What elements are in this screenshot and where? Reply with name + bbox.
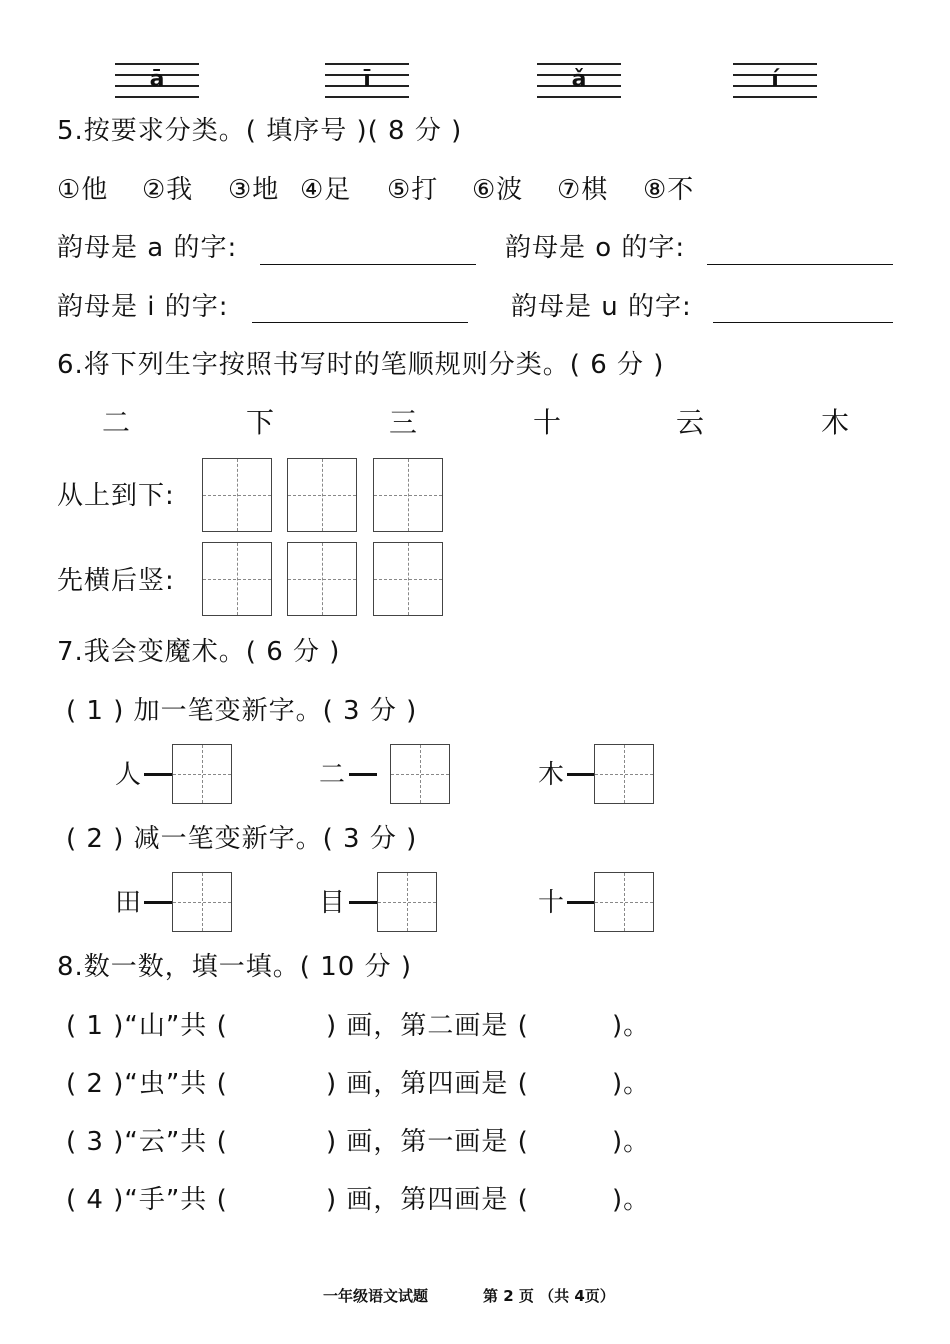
tianzige-box[interactable]	[172, 872, 232, 932]
q5-item: ①他	[57, 175, 109, 205]
q6-char: 下	[246, 406, 275, 439]
q7-part2-char: 田	[115, 888, 143, 918]
pinyin-staff-3	[537, 63, 621, 97]
tianzige-box[interactable]	[287, 458, 357, 532]
tianzige-box[interactable]	[287, 542, 357, 616]
q8-item-middle: ) 画，第一画是 (	[326, 1127, 529, 1157]
q6-rule-top-to-bottom: 从上到下:	[57, 481, 175, 511]
footer-subject: 一年级语文试题	[323, 1287, 429, 1305]
q7-part2-char: 十	[538, 888, 566, 918]
q6-char: 二	[102, 406, 131, 439]
q8-item-middle: ) 画，第四画是 (	[326, 1069, 529, 1099]
q5-item: ③地	[228, 175, 280, 205]
q5-label-o: 韵母是 o 的字:	[505, 233, 686, 263]
q8-item-suffix: )。	[612, 1069, 651, 1099]
q5-label-i: 韵母是 i 的字:	[57, 292, 229, 322]
dash-arrow	[349, 773, 377, 776]
q8-title: 8.数一数，填一填。( 10 分 )	[57, 952, 412, 982]
q7-part2-char: 目	[319, 888, 347, 918]
dash-arrow	[144, 773, 172, 776]
q6-char: 十	[533, 406, 562, 439]
q6-title: 6.将下列生字按照书写时的笔顺规则分类。( 6 分 )	[57, 350, 665, 380]
q5-item: ②我	[142, 175, 194, 205]
q8-item-middle: ) 画，第二画是 (	[326, 1011, 529, 1041]
tianzige-box[interactable]	[390, 744, 450, 804]
q5-title: 5.按要求分类。( 填序号 )( 8 分 )	[57, 116, 463, 146]
q5-answer-blank-i[interactable]	[252, 322, 468, 323]
q8-item-middle: ) 画，第四画是 (	[326, 1185, 529, 1215]
q7-part1-title: ( 1 ) 加一笔变新字。( 3 分 )	[66, 696, 418, 726]
q7-part1-char: 二	[319, 760, 347, 790]
q6-char: 云	[676, 406, 705, 439]
q5-label-a: 韵母是 a 的字:	[57, 233, 238, 263]
q7-part1-char: 人	[115, 760, 143, 790]
tianzige-box[interactable]	[373, 542, 443, 616]
tianzige-box[interactable]	[172, 744, 232, 804]
q5-answer-blank-a[interactable]	[260, 264, 476, 265]
q5-item: ⑦棋	[557, 175, 609, 205]
q5-item: ④足	[300, 175, 352, 205]
tianzige-box[interactable]	[594, 744, 654, 804]
pinyin-syllable: í	[771, 67, 779, 92]
pinyin-staff-2	[325, 63, 409, 97]
q8-item-prefix: ( 2 )“虫”共 (	[66, 1069, 228, 1099]
q5-answer-blank-o[interactable]	[707, 264, 893, 265]
dash-arrow	[567, 901, 594, 904]
q8-item-prefix: ( 1 )“山”共 (	[66, 1011, 228, 1041]
q5-item: ⑥波	[472, 175, 524, 205]
pinyin-syllable: ǎ	[571, 67, 587, 92]
dash-arrow	[567, 773, 594, 776]
q7-part1-char: 木	[538, 760, 566, 790]
tianzige-box[interactable]	[377, 872, 437, 932]
q6-char: 木	[821, 406, 850, 439]
tianzige-box[interactable]	[373, 458, 443, 532]
dash-arrow	[349, 901, 377, 904]
footer-page-number: 第 2 页 （共 4页）	[483, 1287, 615, 1305]
q6-rule-horizontal-first: 先横后竖:	[57, 566, 175, 596]
tianzige-box[interactable]	[202, 458, 272, 532]
q8-item-prefix: ( 4 )“手”共 (	[66, 1185, 228, 1215]
pinyin-syllable: ā	[149, 67, 165, 92]
pinyin-syllable: ī	[363, 67, 371, 92]
q5-answer-blank-u[interactable]	[713, 322, 893, 323]
q8-item-suffix: )。	[612, 1011, 651, 1041]
q7-part2-title: ( 2 ) 减一笔变新字。( 3 分 )	[66, 824, 418, 854]
tianzige-box[interactable]	[594, 872, 654, 932]
q5-item: ⑤打	[387, 175, 439, 205]
q5-label-u: 韵母是 u 的字:	[511, 292, 692, 322]
q8-item-suffix: )。	[612, 1185, 651, 1215]
pinyin-staff-4	[733, 63, 817, 97]
tianzige-box[interactable]	[202, 542, 272, 616]
pinyin-staff-1	[115, 63, 199, 97]
q5-item: ⑧不	[643, 175, 695, 205]
q6-char: 三	[389, 406, 418, 439]
dash-arrow	[144, 901, 172, 904]
q7-title: 7.我会变魔术。( 6 分 )	[57, 637, 341, 667]
q8-item-prefix: ( 3 )“云”共 (	[66, 1127, 228, 1157]
q8-item-suffix: )。	[612, 1127, 651, 1157]
